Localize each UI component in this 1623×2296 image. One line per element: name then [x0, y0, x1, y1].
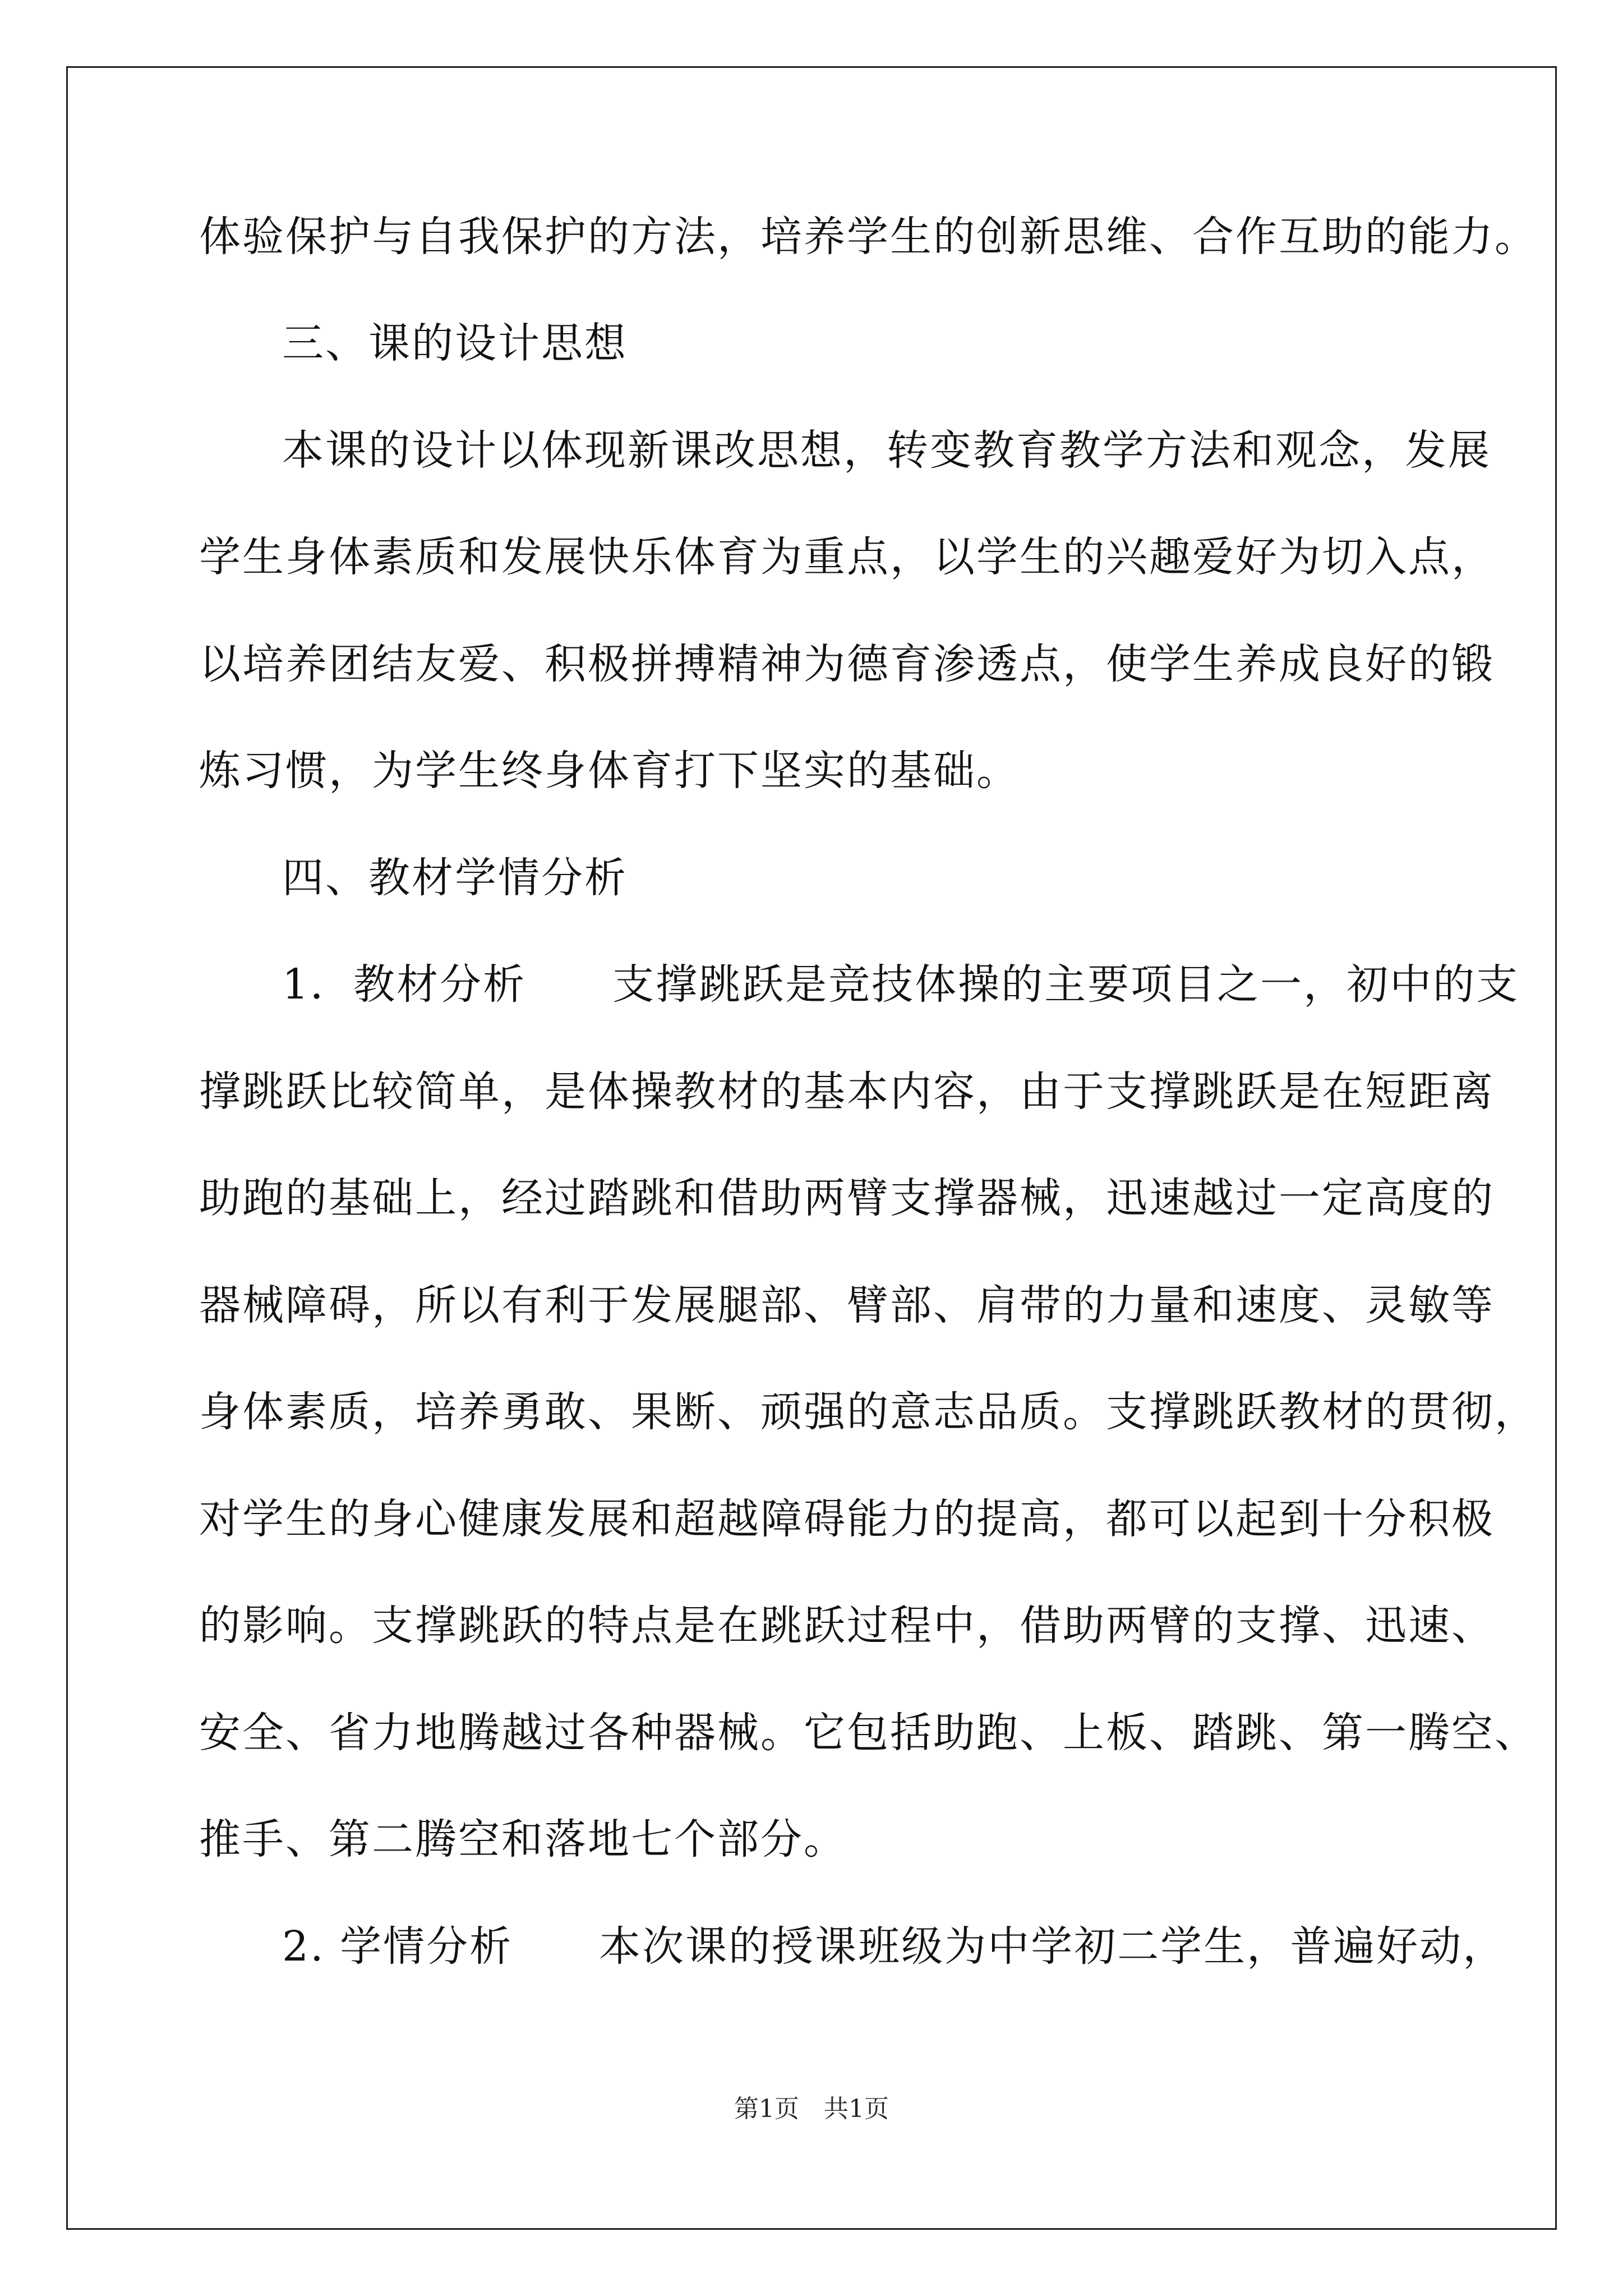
text-line: 器械障碍，所以有利于发展腿部、臂部、肩带的力量和速度、灵敏等 [199, 1281, 1495, 1329]
text-line: 撑跳跃比较简单，是体操教材的基本内容，由于支撑跳跃是在短距离 [199, 1068, 1495, 1116]
text-line: 体验保护与自我保护的方法，培养学生的创新思维、合作互助的能力。 [199, 213, 1538, 261]
text-line: 2. 学情分析 本次课的授课班级为中学初二学生，普遍好动， [282, 1922, 1506, 1971]
section-heading: 三、课的设计思想 [282, 319, 628, 367]
text-line: 1．教材分析 支撑跳跃是竞技体操的主要项目之一，初中的支 [282, 960, 1520, 1009]
text-line: 安全、省力地腾越过各种器械。它包括助跑、上板、踏跳、第一腾空、 [199, 1709, 1538, 1757]
text-line: 身体素质，培养勇敢、果断、顽强的意志品质。支撑跳跃教材的贯彻， [199, 1388, 1538, 1436]
text-line: 推手、第二腾空和落地七个部分。 [199, 1815, 847, 1864]
text-line: 助跑的基础上，经过踏跳和借助两臂支撑器械，迅速越过一定高度的 [199, 1174, 1495, 1222]
text-line: 本课的设计以体现新课改思想，转变教育教学方法和观念，发展 [282, 426, 1491, 475]
text-line: 以培养团结友爱、积极拼搏精神为德育渗透点，使学生养成良好的锻 [199, 640, 1495, 688]
text-line: 对学生的身心健康发展和超越障碍能力的提高，都可以起到十分积极 [199, 1495, 1495, 1543]
page-footer: 第1页 共1页 [734, 2095, 889, 2123]
section-heading: 四、教材学情分析 [282, 854, 628, 902]
page-border [66, 66, 1557, 2230]
text-line: 学生身体素质和发展快乐体育为重点，以学生的兴趣爱好为切入点， [199, 533, 1495, 581]
text-line: 炼习惯，为学生终身体育打下坚实的基础。 [199, 747, 1020, 795]
text-line: 的影响。支撑跳跃的特点是在跳跃过程中，借助两臂的支撑、迅速、 [199, 1602, 1495, 1650]
